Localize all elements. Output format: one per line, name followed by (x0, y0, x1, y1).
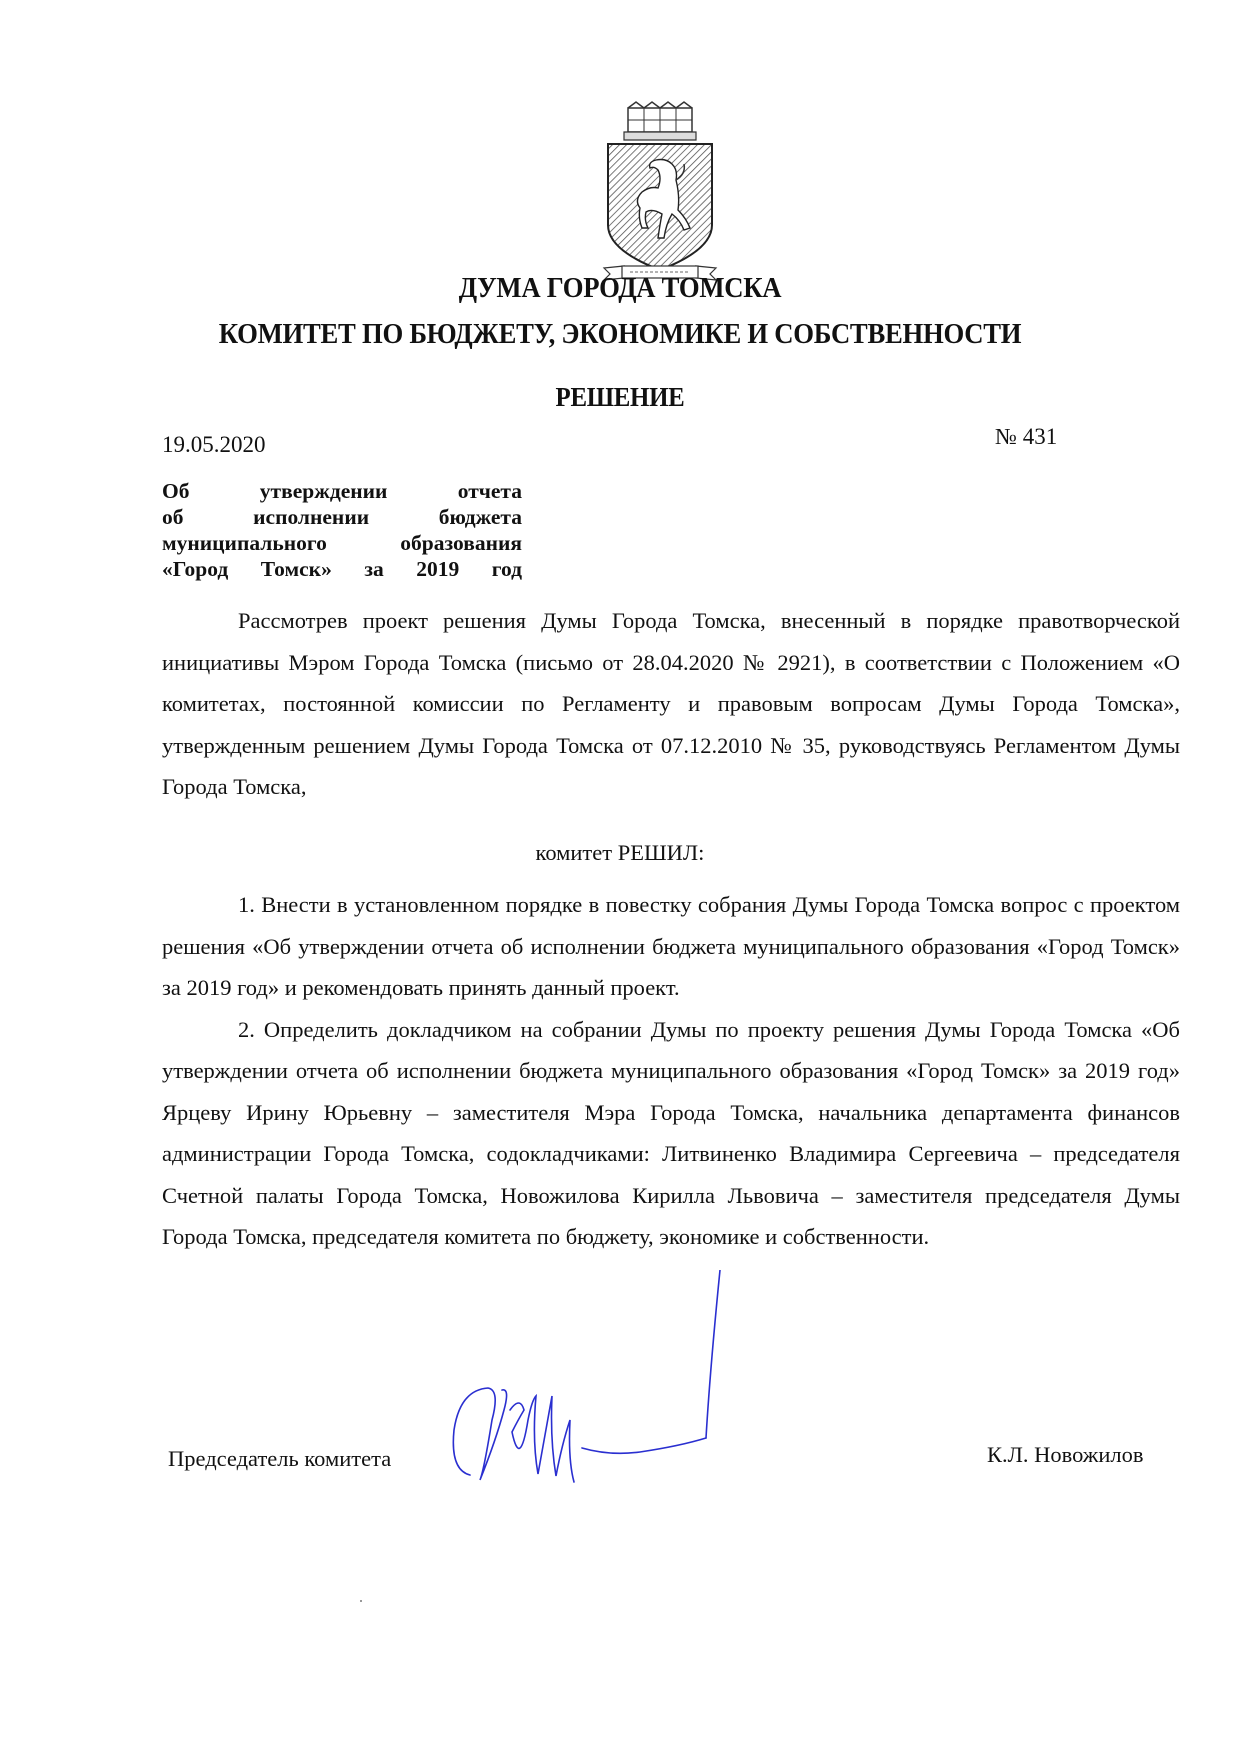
subject-line: Об утверждении отчета (162, 479, 522, 503)
decision-number: № 431 (995, 424, 1058, 449)
subject-line: «Город Томск» за 2019 год (162, 557, 522, 581)
scan-artifact (360, 1600, 362, 1602)
decision-date: 19.05.2020 (162, 432, 266, 457)
committee-title: КОМИТЕТ ПО БЮДЖЕТУ, ЭКОНОМИКЕ И СОБСТВЕННОСТИ (218, 318, 1022, 350)
decision-subject (162, 478, 522, 582)
preamble-paragraph: Рассмотрев проект решения Думы Города Томска, внесенный в порядке правотворческой инициативы Мэром Города Томска (письмо от 28.04.2020 № 2921), в соответствии с Положением «О комитетах, постоянной комиссии по Регламенту и правовым вопросам Думы Города Томска», утвержденным решением Думы Города Томска от 07.12.2010 № 35, руководствуясь Регламентом Думы Города Томска, (162, 608, 1180, 799)
handwritten-signature (440, 1270, 800, 1490)
resolution-item-2: 2. Определить докладчиком на собрании Думы по проекту решения Думы Города Томска «Об утверждении отчета об исполнении бюджета муниципального образования «Город Томск» за 2019 год» Ярцеву Ирину Юрьевну – заместителя Мэра Города Томска, начальника департамента финансов администрации Города Томска, содокладчиками: Литвиненко Владимира Сергеевича – председателя Счетной палаты Города Томска, Новожилова Кирилла Львовича – заместителя председателя Думы Города Томска, председателя комитета по бюджету, экономике и собственности. (162, 1016, 1180, 1249)
subject-line: об исполнении бюджета (162, 505, 522, 529)
tomsk-coat-of-arms-icon (600, 100, 720, 285)
org-title: ДУМА ГОРОДА ТОМСКА (458, 272, 782, 304)
signatory-name: К.Л. Новожилов (987, 1442, 1144, 1467)
resolved-heading: комитет РЕШИЛ: (535, 840, 705, 865)
resolution-items (162, 884, 1180, 1258)
signatory-position: Председатель комитета (168, 1446, 392, 1471)
preamble (162, 600, 1180, 808)
resolution-item-1: 1. Внести в установленном порядке в повестку собрания Думы Города Томска вопрос с проектом решения «Об утверждении отчета об исполнении бюджета муниципального образования «Город Томск» за 2019 год» и рекомендовать принять данный проект. (162, 892, 1180, 1000)
subject-line: муниципального образования (162, 531, 522, 555)
document-type: РЕШЕНИЕ (555, 382, 685, 412)
